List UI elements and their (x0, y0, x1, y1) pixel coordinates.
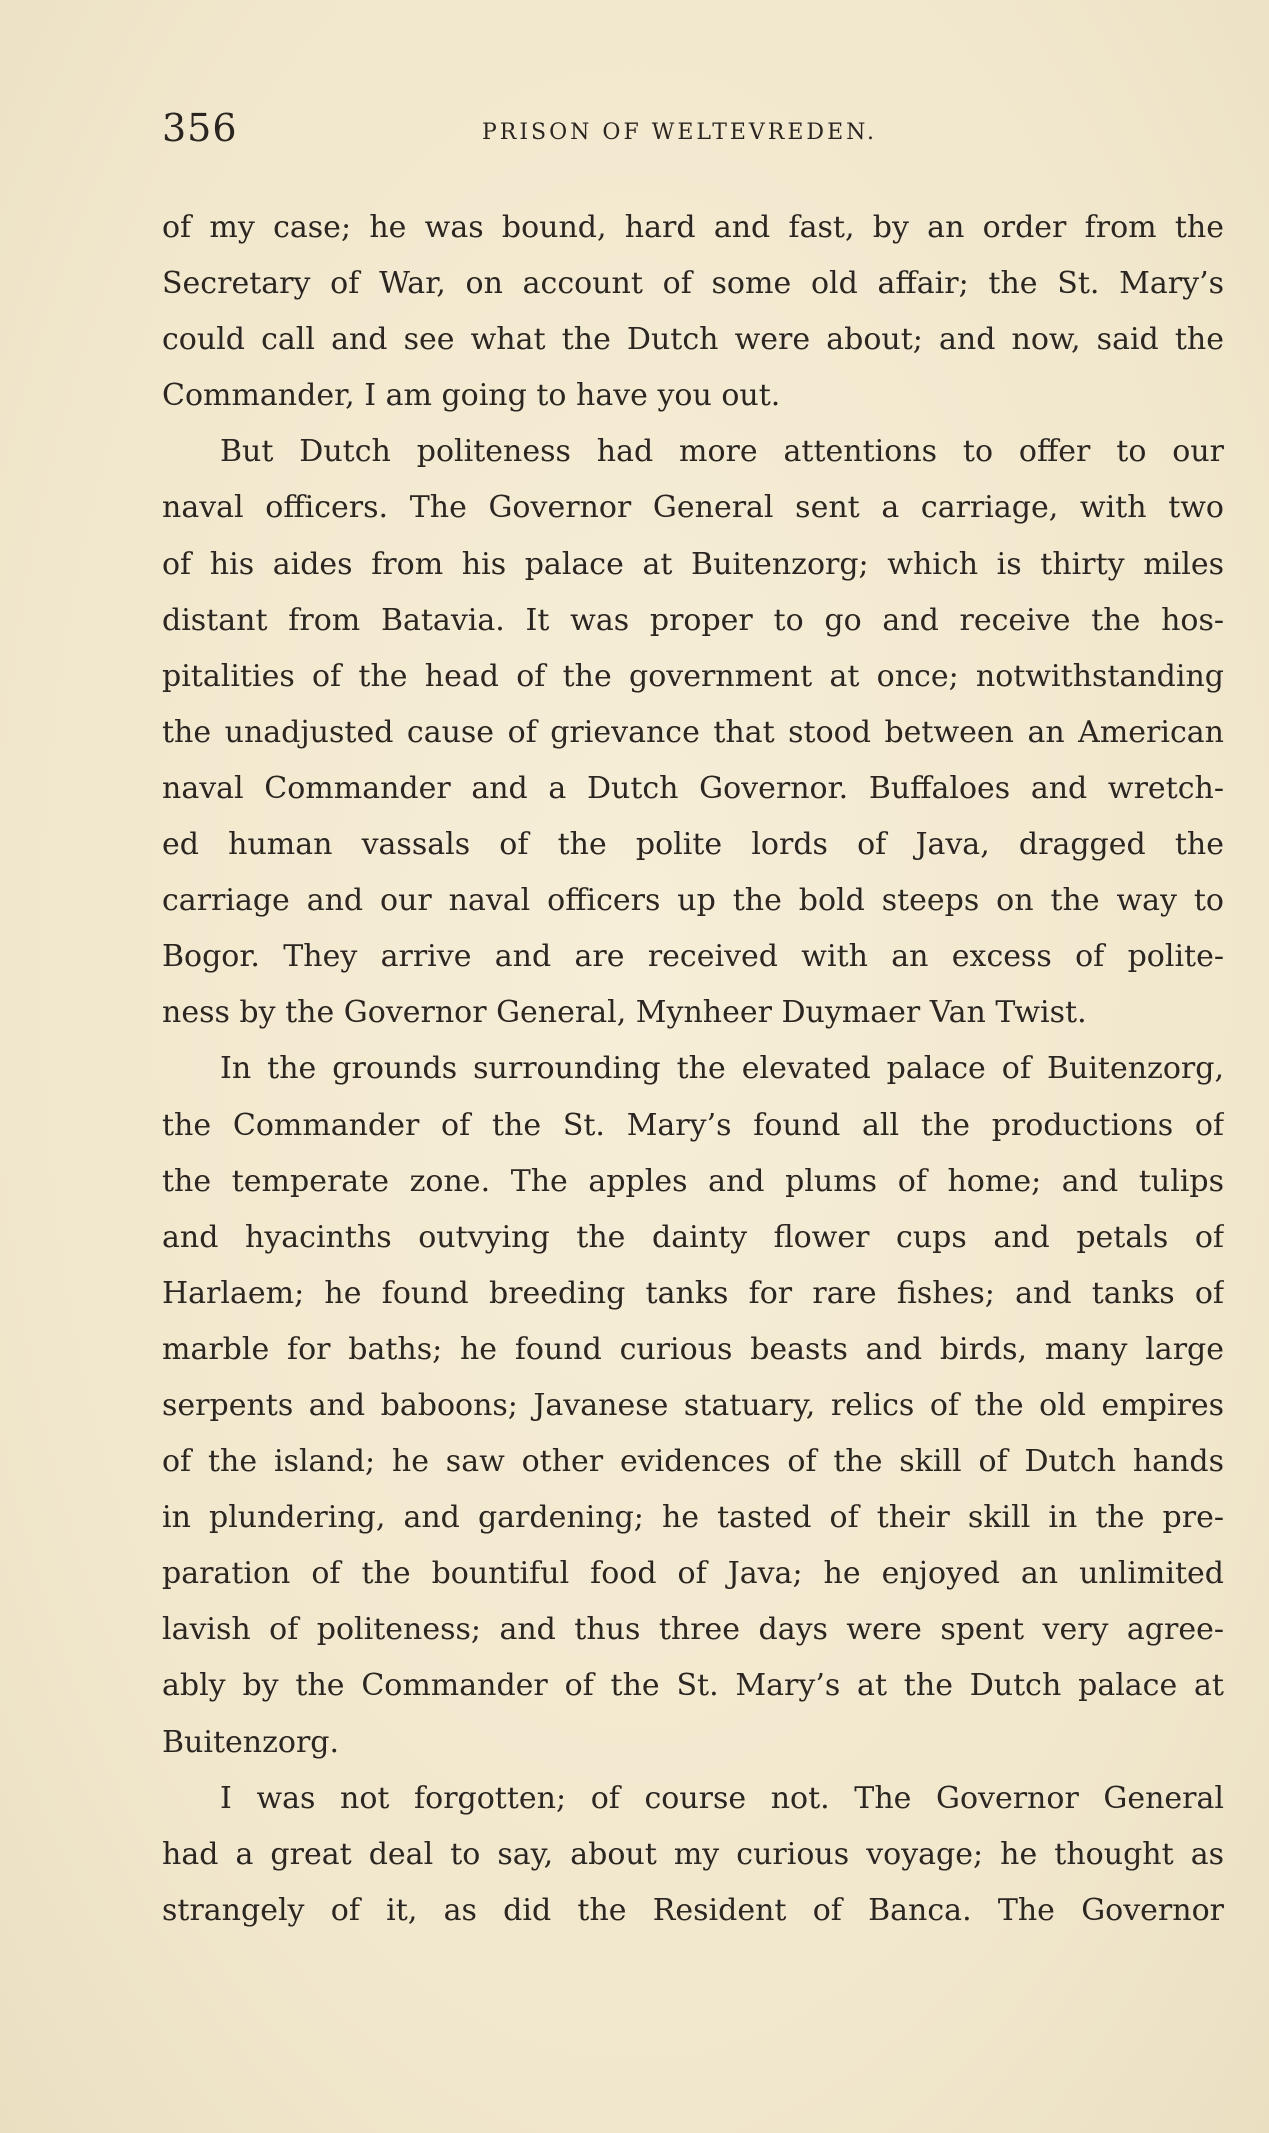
text-line: Buitenzorg. (162, 1724, 340, 1760)
text-line: carriage and our naval officers up the bold steeps on the way to (162, 883, 1224, 919)
text-line: ed human vassals of the polite lords of Java, dragged the (162, 827, 1224, 863)
text-line: But Dutch politeness had more attentions to offer to our (220, 434, 1224, 470)
text-line: of the island; he saw other evidences of the skill of Dutch hands (162, 1444, 1224, 1480)
text-line: naval Commander and a Dutch Governor. Buffaloes and wretch- (162, 770, 1224, 806)
text-line: pitalities of the head of the government at once; notwithstanding (162, 658, 1224, 694)
text-line: had a great deal to say, about my curious voyage; he thought as (162, 1836, 1224, 1872)
text-line: of my case; he was bound, hard and fast, by an order from the (162, 210, 1224, 245)
text-line: distant from Batavia. It was proper to go and receive the hos- (162, 602, 1224, 638)
text-line: serpents and baboons; Javanese statuary, relics of the old empires (162, 1387, 1224, 1423)
text-line: paration of the bountiful food of Java; he enjoyed an unlimited (162, 1556, 1224, 1592)
page-number: 356 (162, 106, 238, 150)
text-line: strangely of it, as did the Resident of Banca. The Governor (162, 1892, 1224, 1928)
body-text (162, 200, 1224, 1939)
text-line: of his aides from his palace at Buitenzorg; which is thirty miles (162, 546, 1224, 582)
text-line: the Commander of the St. Mary’s found all the productions of (162, 1107, 1224, 1143)
text-line: and hyacinths outvying the dainty flower cups and petals of (162, 1219, 1224, 1255)
text-line: marble for baths; he found curious beasts and birds, many large (162, 1331, 1224, 1367)
text-line: in plundering, and gardening; he tasted of their skill in the pre- (162, 1500, 1224, 1536)
text-line: ness by the Governor General, Mynheer Duymaer Van Twist. (162, 995, 1087, 1031)
text-line: could call and see what the Dutch were about; and now, said the (162, 322, 1224, 358)
text-line: lavish of politeness; and thus three days were spent very agree- (162, 1612, 1224, 1648)
text-line: I was not forgotten; of course not. The Governor General (220, 1780, 1224, 1816)
text-line: Harlaem; he found breeding tanks for rare fishes; and tanks of (162, 1275, 1224, 1311)
text-line: naval officers. The Governor General sent a carriage, with two (162, 490, 1224, 526)
text-line: Bogor. They arrive and are received with an excess of polite- (162, 939, 1224, 975)
running-head: PRISON OF WELTEVREDEN. (482, 120, 877, 145)
text-line: ably by the Commander of the St. Mary’s at the Dutch palace at (162, 1668, 1224, 1704)
text-line: the unadjusted cause of grievance that stood between an American (162, 714, 1224, 750)
text-line: Secretary of War, on account of some old affair; the St. Mary’s (162, 266, 1224, 302)
text-line: Commander, I am going to have you out. (162, 378, 781, 414)
text-line: the temperate zone. The apples and plums of home; and tulips (162, 1163, 1224, 1199)
page-header (162, 106, 1224, 156)
text-line: In the grounds surrounding the elevated palace of Buitenzorg, (220, 1051, 1224, 1087)
